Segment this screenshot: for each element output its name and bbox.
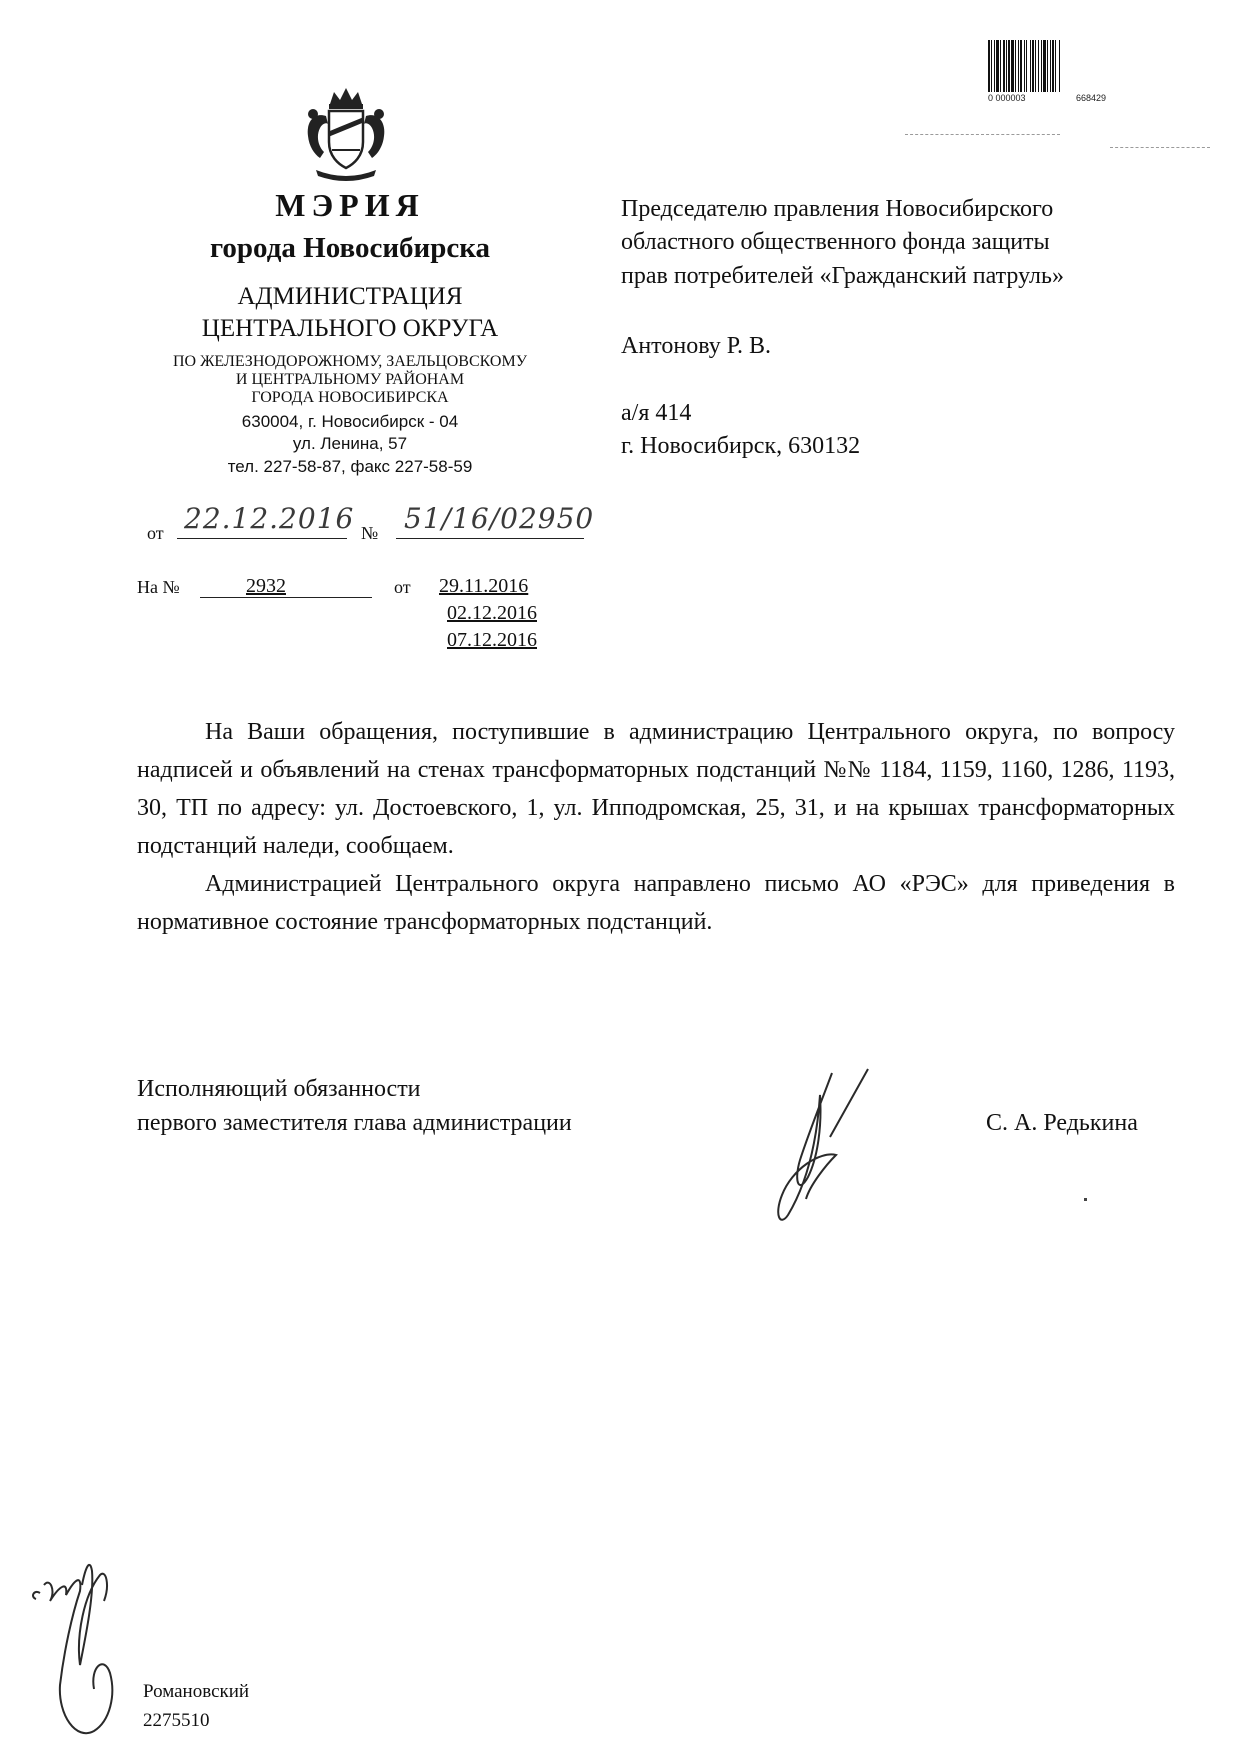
- city-caps: ГОРОДА НОВОСИБИРСКА: [251, 389, 449, 406]
- address-index: 630004, г. Новосибирск - 04: [241, 412, 459, 431]
- barcode-bar: [1000, 40, 1001, 92]
- handwritten-signature: [760, 1065, 895, 1230]
- barcode-bar: [1038, 40, 1039, 92]
- reference-number: 2932: [246, 575, 286, 597]
- scan-line: [905, 134, 1060, 135]
- reference-date-3: 07.12.2016: [447, 629, 537, 651]
- barcode-bar: [1003, 40, 1005, 92]
- scan-line: [1110, 147, 1210, 148]
- districts-line-1: ПО ЖЕЛЕЗНОДОРОЖНОМУ, ЗАЕЛЬЦОВСКОМУ: [172, 353, 528, 370]
- body-paragraph-2: Администрацией Центрального округа направлено письмо АО «РЭС» для приведения в нормативное состояние трансформаторных подстанций.: [137, 871, 1175, 935]
- addressee-line-3: прав потребителей «Гражданский патруль»: [621, 263, 1064, 289]
- barcode-bar: [1015, 40, 1016, 92]
- barcode-number-left: 0 000003: [988, 93, 1026, 103]
- signer-position-line-2: первого заместителя глава администрации: [137, 1110, 572, 1136]
- barcode-bar: [1026, 40, 1027, 92]
- reference-date-1: 29.11.2016: [439, 575, 529, 597]
- okrug-title: ЦЕНТРАЛЬНОГО ОКРУГА: [201, 315, 499, 342]
- barcode-bar: [988, 40, 990, 92]
- barcode-bar: [1050, 40, 1051, 92]
- signer-name: С. А. Редькина: [986, 1110, 1138, 1136]
- barcode-bar: [1043, 40, 1046, 92]
- barcode-bar: [1032, 40, 1034, 92]
- barcode-bar: [996, 40, 999, 92]
- scan-speck: [1084, 1198, 1087, 1201]
- barcode-bar: [1059, 40, 1060, 92]
- barcode-bar: [1011, 40, 1014, 92]
- barcode-bar: [1047, 40, 1048, 92]
- reference-underline: [200, 597, 372, 598]
- barcode-bars: [986, 40, 1132, 94]
- barcode-bar: [1018, 40, 1019, 92]
- signer-position-line-1: Исполняющий обязанности: [137, 1076, 421, 1102]
- reference-label: На №: [137, 577, 180, 597]
- body-paragraph-1: На Ваши обращения, поступившие в администрацию Центрального округа, по вопросу надписей и объявлений на стенах трансформаторных подстанций №№ 1184, 1159, 1160, 1286, 1193, 30, ТП по адресу: ул. Достоевского, 1, ул. Ипподромская, 25, 31, и на крышах трансформаторных подстанций наледи, сообщаем.: [137, 719, 1175, 859]
- number-label: №: [361, 523, 379, 543]
- barcode-bar: [1052, 40, 1054, 92]
- barcode-number-right: 668429: [1076, 93, 1107, 103]
- barcode-bar: [1030, 40, 1031, 92]
- districts-line-2: И ЦЕНТРАЛЬНОМУ РАЙОНАМ: [235, 371, 465, 388]
- barcode-bar: [1035, 40, 1036, 92]
- barcode-bar: [994, 40, 995, 92]
- phone-fax: тел. 227-58-87, факс 227-58-59: [227, 457, 473, 476]
- barcode-bar: [1006, 40, 1007, 92]
- date-underline: [177, 538, 347, 539]
- barcode-bar: [1008, 40, 1010, 92]
- addressee-name: Антонову Р. В.: [621, 333, 772, 359]
- mayor-city: города Новосибирска: [209, 232, 491, 264]
- executor-phone: 2275510: [143, 1710, 210, 1731]
- novosibirsk-coat-of-arms-icon: [296, 84, 396, 184]
- barcode-bar: [1020, 40, 1022, 92]
- addressee-city: г. Новосибирск, 630132: [621, 433, 861, 459]
- outgoing-date: 22.12.2016: [184, 502, 355, 535]
- barcode-bar: [1041, 40, 1042, 92]
- barcode-bar: [991, 40, 992, 92]
- barcode-bar: [1055, 40, 1056, 92]
- addressee-line-1: Председателю правления Новосибирского: [621, 196, 1054, 222]
- reference-from-label: от: [394, 577, 411, 597]
- mayor-title: МЭРИЯ: [275, 187, 425, 223]
- reference-date-2: 02.12.2016: [447, 602, 537, 624]
- address-street: ул. Ленина, 57: [292, 434, 408, 453]
- barcode-bar: [1024, 40, 1025, 92]
- executor-name: Романовский: [143, 1681, 250, 1702]
- outgoing-number: 51/16/02950: [404, 502, 595, 535]
- executor-initials-signature: [20, 1555, 160, 1745]
- addressee-po-box: а/я 414: [621, 400, 692, 426]
- admin-title: АДМИНИСТРАЦИЯ: [237, 283, 463, 310]
- addressee-line-2: областного общественного фонда защиты: [621, 229, 1050, 255]
- barcode: [986, 40, 1132, 106]
- number-underline: [396, 538, 584, 539]
- letter-body: [137, 713, 1175, 941]
- date-label: от: [147, 523, 164, 543]
